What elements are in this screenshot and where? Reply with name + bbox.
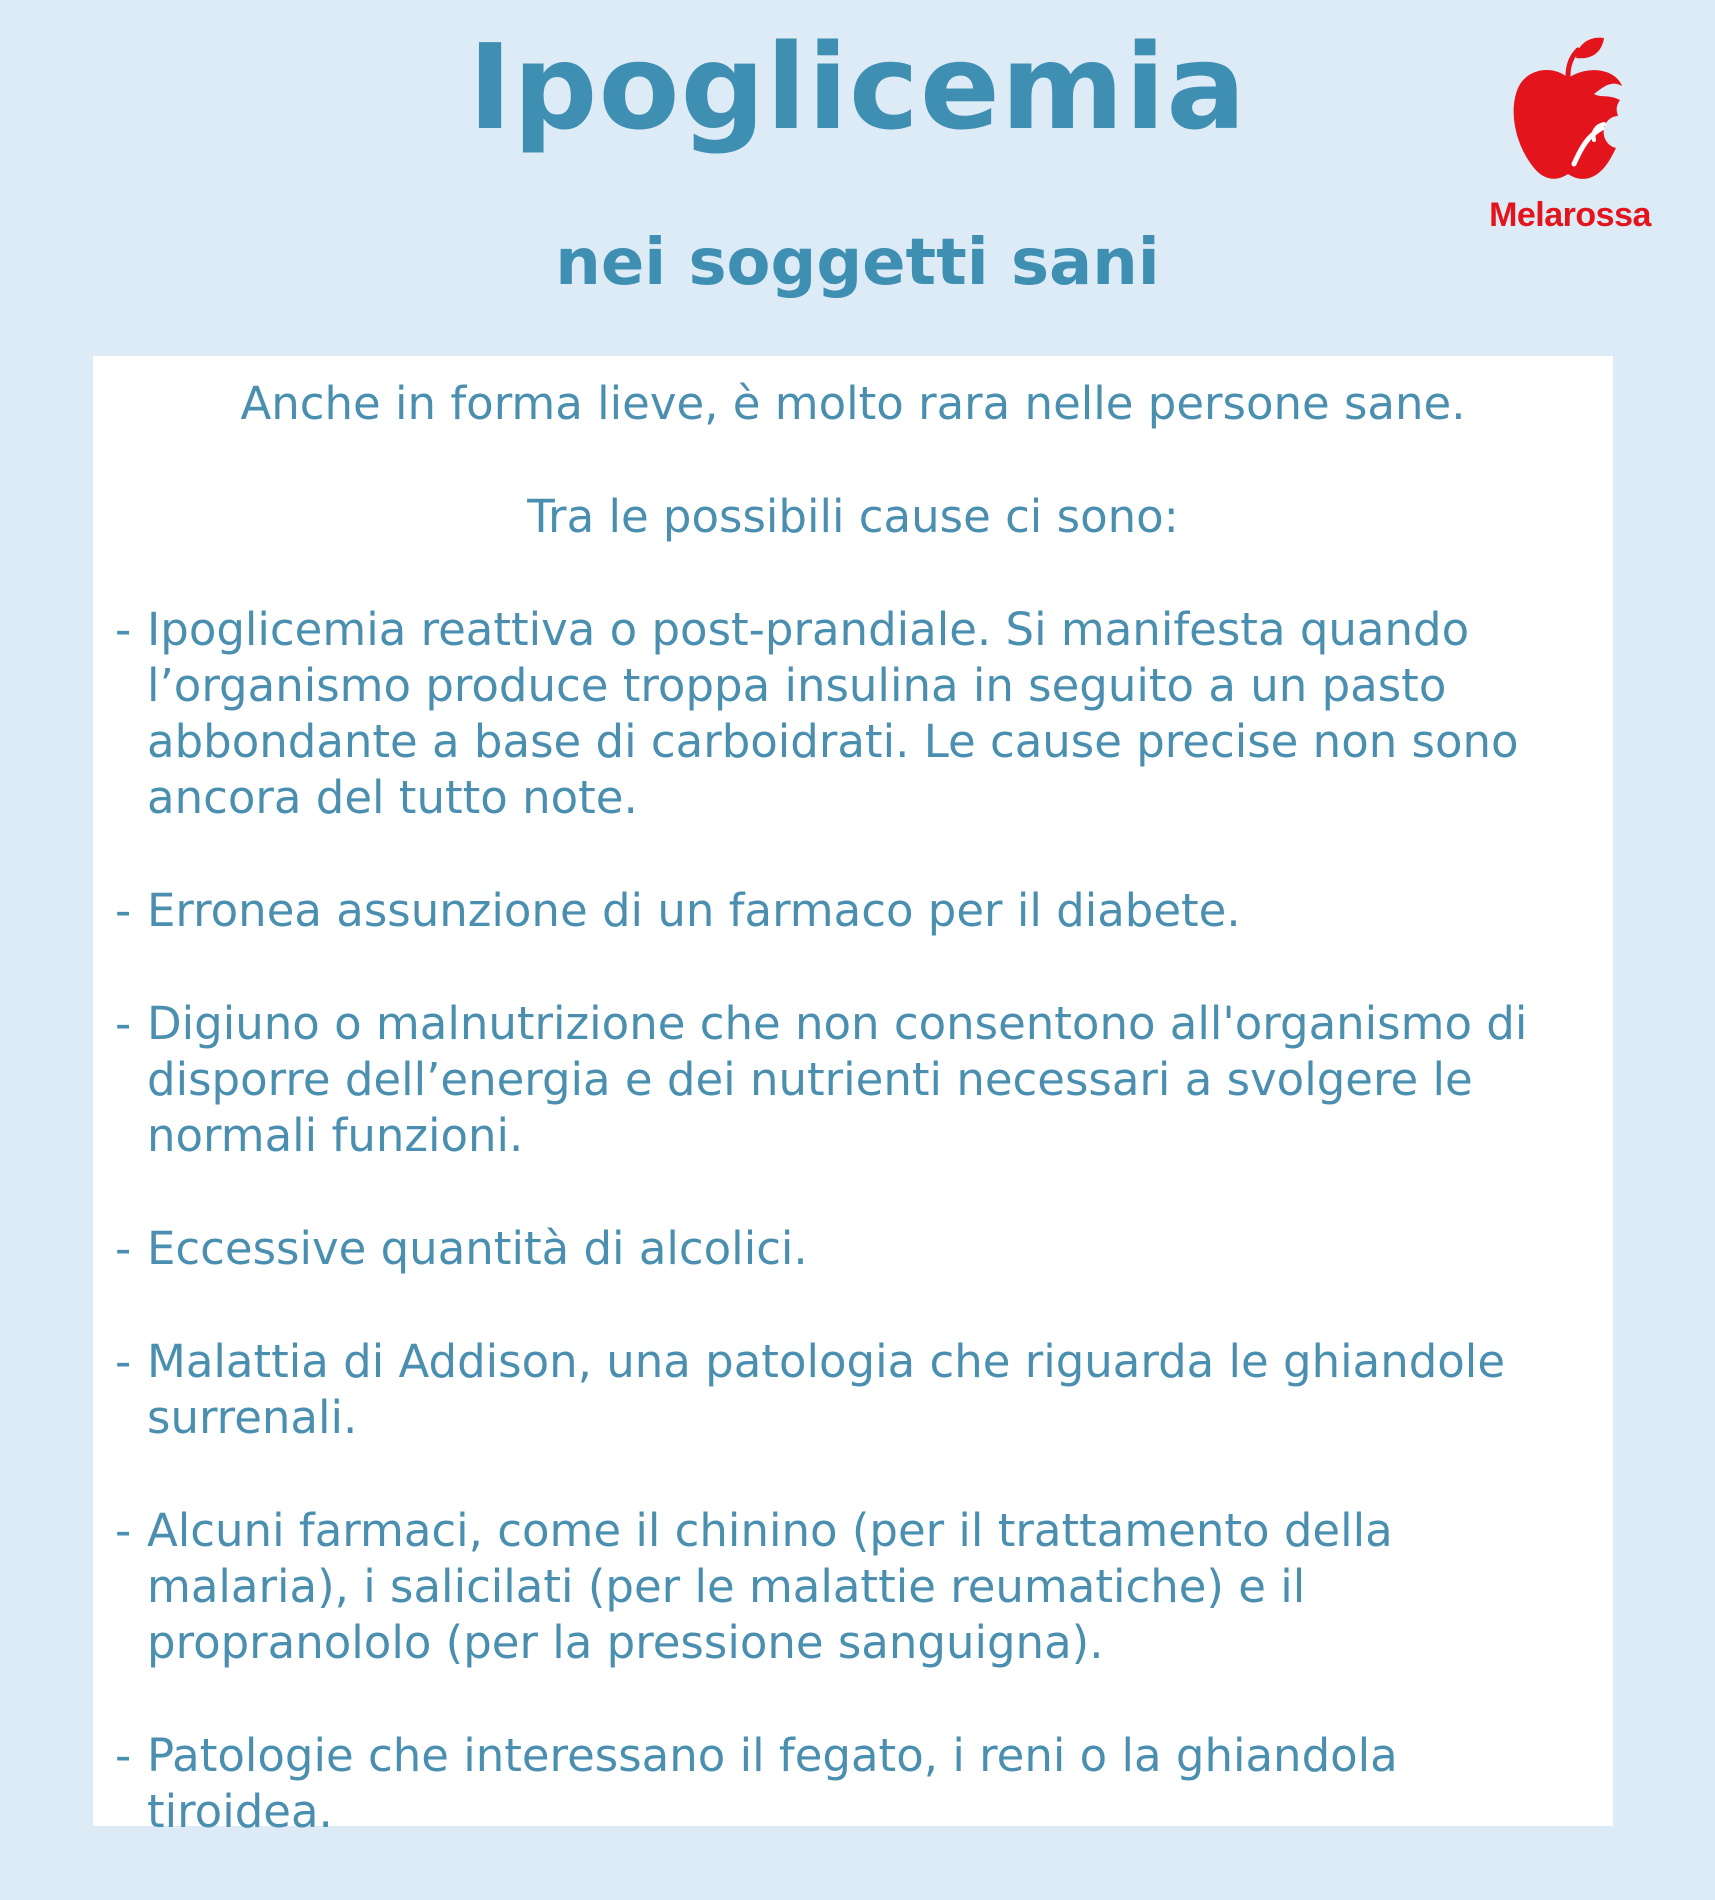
list-item (115, 1728, 1595, 1840)
page-subtitle: nei soggetti sani (555, 226, 1160, 300)
causes-heading: Tra le possibili cause ci sono: (527, 490, 1179, 543)
list-item (115, 1221, 1595, 1277)
bullet-dash: - (115, 997, 132, 1050)
list-item-text: Digiuno o malnutrizione che non consentono all'organismo di disporre dell’energia e dei nutrienti necessari a svolgere le normali funzioni. (147, 997, 1528, 1162)
list-item-text: Patologie che interessano il fegato, i reni o la ghiandola tiroidea. (147, 1729, 1398, 1838)
list-item (115, 883, 1595, 939)
list-item (115, 996, 1595, 1164)
causes-list (115, 602, 1595, 1897)
bullet-dash: - (115, 1222, 132, 1275)
content-card (93, 356, 1613, 1838)
apple-icon (1508, 36, 1632, 186)
list-item-text: Malattia di Addison, una patologia che riguarda le ghiandole surrenali. (147, 1335, 1505, 1444)
bullet-dash: - (115, 603, 132, 656)
brand-logo (1470, 36, 1670, 236)
list-item (115, 1503, 1595, 1671)
list-item-text: Erronea assunzione di un farmaco per il diabete. (147, 884, 1241, 937)
list-item-text: Alcuni farmaci, come il chinino (per il trattamento della malaria), i salicilati (per le malattie reumatiche) e il propranololo (per la pressione sanguigna). (147, 1504, 1393, 1669)
page-title: Ipoglicemia (468, 18, 1247, 156)
bullet-dash: - (115, 884, 132, 937)
bullet-dash: - (115, 1729, 132, 1782)
bullet-dash: - (115, 1504, 132, 1557)
list-item (115, 602, 1595, 826)
bullet-dash: - (115, 1335, 132, 1388)
brand-name: Melarossa (1489, 196, 1651, 234)
list-item-text: Eccessive quantità di alcolici. (147, 1222, 808, 1275)
list-item (115, 1334, 1595, 1446)
intro-text: Anche in forma lieve, è molto rara nelle persone sane. (240, 377, 1466, 430)
list-item-text: Ipoglicemia reattiva o post-prandiale. Si manifesta quando l’organismo produce troppa insulina in seguito a un pasto abbondante a base di carboidrati. Le cause precise non sono ancora del tutto note. (147, 603, 1519, 824)
